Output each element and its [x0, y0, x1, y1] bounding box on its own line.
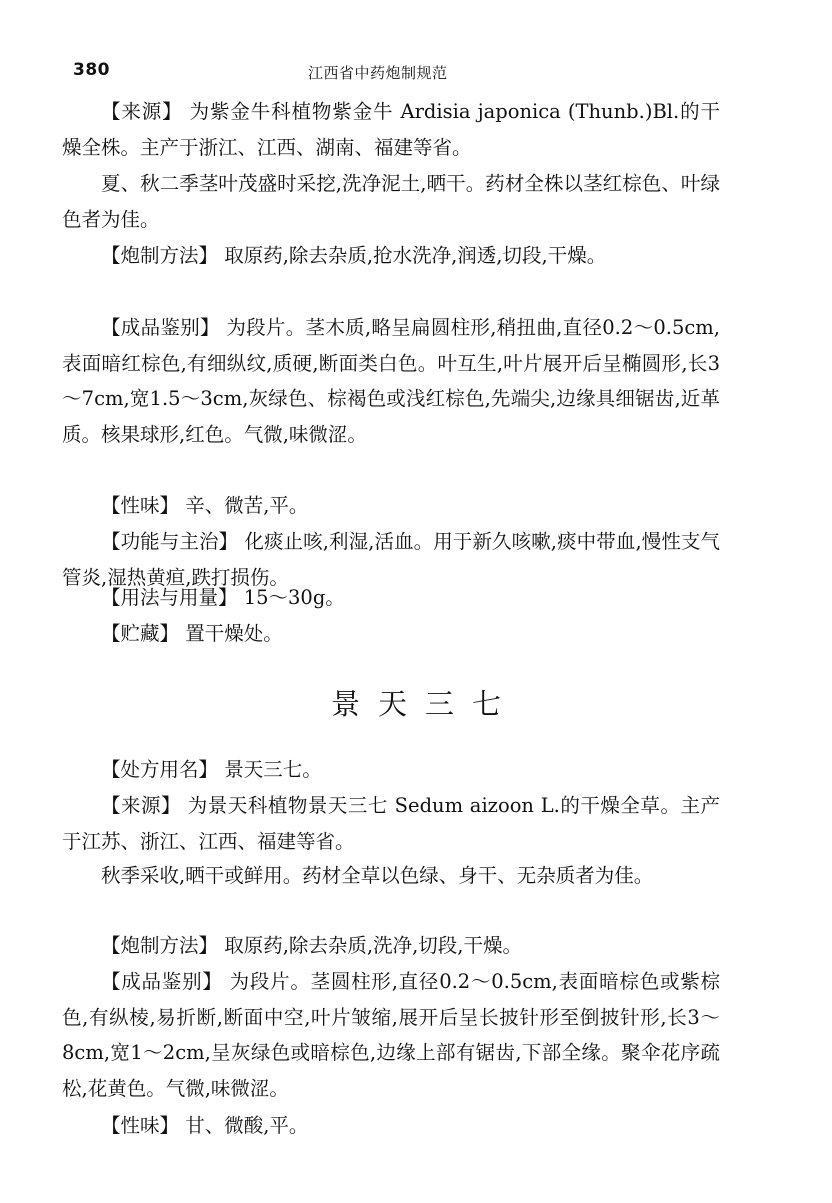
- entry1-harvest-paragraph: 夏、秋二季茎叶茂盛时采挖,洗净泥土,晒干。药材全株以茎红棕色、叶绿色者为佳。: [62, 172, 720, 231]
- entry2-harvest-paragraph: 秋季采收,晒干或鲜用。药材全草以色绿、身干、无杂质者为佳。: [101, 864, 654, 887]
- page-number: 380: [73, 60, 110, 80]
- page-header: [0, 60, 832, 84]
- entry1-identification-paragraph: 【成品鉴别】 为段片。茎木质,略呈扁圆柱形,稍扭曲,直径0.2～0.5cm,表面暗红棕色,有细纵纹,质硬,断面类白色。叶互生,叶片展开后呈椭圆形,长3～7cm,宽1.5～3cm,灰绿色、棕褐色或浅红棕色,先端尖,边缘具细锯齿,近革质。核果球形,红色。气微,味微涩。: [62, 316, 720, 446]
- entry2-title: 景天三七: [330, 687, 519, 721]
- entry2-source-paragraph: 【来源】 为景天科植物景天三七 Sedum aizoon L.的干燥全草。主产于江苏、浙江、江西、福建等省。: [62, 794, 720, 853]
- entry2-prescription-name-paragraph: 【处方用名】 景天三七。: [101, 758, 322, 781]
- running-title: 江西省中药炮制规范: [308, 64, 448, 82]
- entry1-function-paragraph: 【功能与主治】 化痰止咳,利湿,活血。用于新久咳嗽,痰中带血,慢性支气管炎,湿热黄疸,跌打损伤。: [62, 530, 720, 589]
- entry2-processing-paragraph: 【炮制方法】 取原药,除去杂质,洗净,切段,干燥。: [101, 934, 522, 957]
- entry1-storage-paragraph: 【贮藏】 置干燥处。: [101, 622, 283, 645]
- entry2-identification-paragraph: 【成品鉴别】 为段片。茎圆柱形,直径0.2～0.5cm,表面暗棕色或紫棕色,有纵棱,易折断,断面中空,叶片皱缩,展开后呈长披针形至倒披针形,长3～8cm,宽1～2cm,呈灰绿色或暗棕色,边缘上部有锯齿,下部全缘。聚伞花序疏松,花黄色。气微,味微涩。: [62, 970, 720, 1100]
- entry1-processing-paragraph: 【炮制方法】 取原药,除去杂质,抢水洗净,润透,切段,干燥。: [101, 244, 607, 267]
- entry2-taste-paragraph: 【性味】 甘、微酸,平。: [101, 1114, 309, 1137]
- entry1-dosage-paragraph: 【用法与用量】 15～30g。: [101, 586, 345, 609]
- entry1-source-paragraph: 【来源】 为紫金牛科植物紫金牛 Ardisia japonica (Thunb.)Bl.的干燥全株。主产于浙江、江西、湖南、福建等省。: [62, 100, 720, 159]
- entry1-taste-paragraph: 【性味】 辛、微苦,平。: [101, 494, 309, 517]
